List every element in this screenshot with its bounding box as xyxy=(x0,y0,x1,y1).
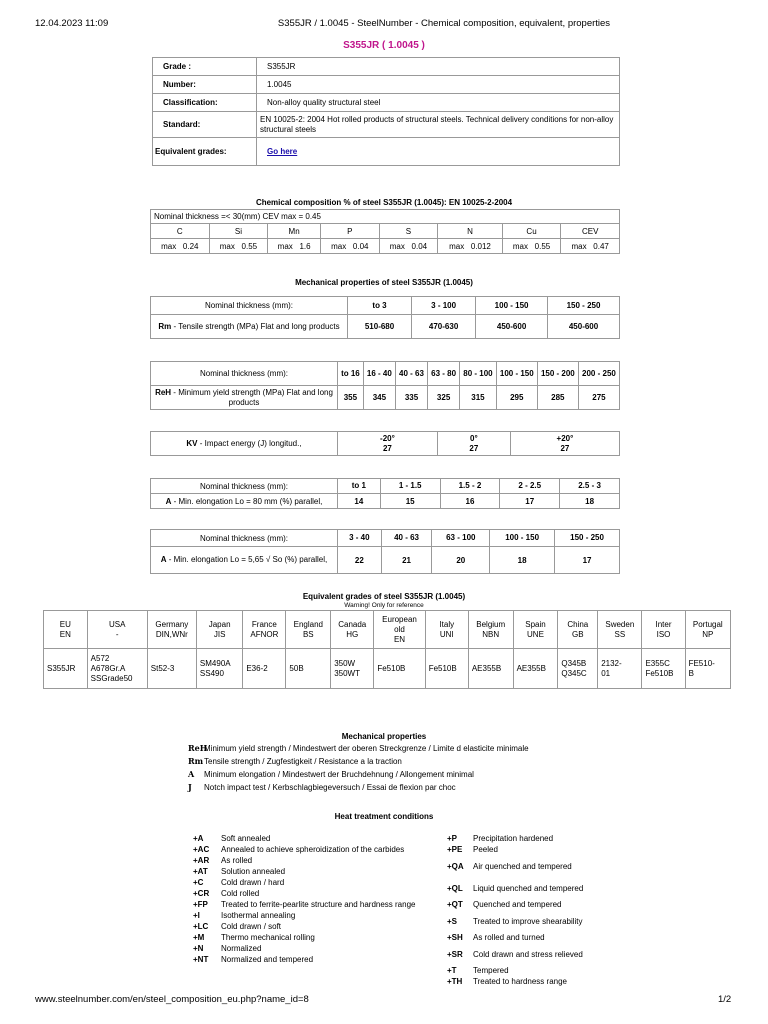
property-value: 295 xyxy=(496,386,537,410)
rm-table xyxy=(150,296,620,339)
country-header: Belgium NBN xyxy=(468,611,513,649)
heat-title: Heat treatment conditions xyxy=(334,812,434,821)
thickness-col: 2 - 2.5 xyxy=(500,479,560,494)
property-value: 450-600 xyxy=(548,315,620,339)
grade-value: SM490A SS490 xyxy=(196,649,242,689)
grade-value: Q345B Q345C xyxy=(558,649,598,689)
grade-value: A572 A678Gr.A SSGrade50 xyxy=(87,649,147,689)
property-value: 335 xyxy=(395,386,427,410)
chemical-table xyxy=(150,209,620,254)
equiv-warning: Warning! Only for reference xyxy=(344,602,424,609)
heat-item: +C Cold drawn / hard xyxy=(193,878,285,887)
property-value: 22 xyxy=(338,547,382,574)
a1-label: A - Min. elongation Lo = 80 mm (%) parallel, xyxy=(151,494,338,509)
country-header: Germany DIN,WNr xyxy=(147,611,196,649)
element-header: CEV xyxy=(561,224,620,239)
legend-item: A Minimum elongation / Mindestwert der Bruchdehnung / Allongement minimal xyxy=(188,769,474,779)
print-datetime: 12.04.2023 11:09 xyxy=(35,18,109,29)
country-header: France AFNOR xyxy=(243,611,286,649)
property-value: 17 xyxy=(555,547,620,574)
a1-table xyxy=(150,478,620,509)
reh-label: ReH - Minimum yield strength (MPa) Flat and long products xyxy=(151,386,338,410)
heat-item: +PE Peeled xyxy=(447,845,498,854)
equivalent-grades-link[interactable]: Go here xyxy=(267,147,298,156)
property-value: 14 xyxy=(338,494,381,509)
heat-item: +SR Cold drawn and stress relieved xyxy=(447,949,583,959)
country-header: Portugal NP xyxy=(685,611,730,649)
grade-value: St52-3 xyxy=(147,649,196,689)
print-url: www.steelnumber.com/en/steel_composition_eu.php?name_id=8 xyxy=(35,994,309,1005)
info-value: EN 10025-2: 2004 Hot rolled products of structural steels. Technical delivery conditions for non-alloy structural steels xyxy=(257,112,620,138)
thickness-head: Nominal thickness (mm): xyxy=(151,530,338,547)
element-value: max 1.6 xyxy=(268,239,321,254)
thickness-col: 150 - 250 xyxy=(555,530,620,547)
country-header: Japan JIS xyxy=(196,611,242,649)
property-value: 15 xyxy=(380,494,440,509)
property-value: 325 xyxy=(428,386,460,410)
country-header: Italy UNI xyxy=(425,611,468,649)
heat-right-list xyxy=(447,833,597,987)
element-header: Cu xyxy=(502,224,561,239)
legend-item: J Notch impact test / Kerbschlagbiegeversuch / Essai de flexion par choc xyxy=(188,782,456,792)
grade-value: E36-2 xyxy=(243,649,286,689)
property-value: 450-600 xyxy=(476,315,548,339)
thickness-col: 3 - 100 xyxy=(412,297,476,315)
thickness-col: 2.5 - 3 xyxy=(560,479,620,494)
legend-item: RmTensile strength / Zugfestigkeit / Resistance a la traction xyxy=(188,756,402,766)
heat-item: +N Normalized xyxy=(193,944,262,953)
heat-item: +AT Solution annealed xyxy=(193,867,286,876)
legend-list xyxy=(188,742,529,794)
property-value: 355 xyxy=(338,386,364,410)
chemical-title: Chemical composition % of steel S355JR (1.0045): EN 10025-2-2004 xyxy=(255,198,513,207)
grade-value: AE355B xyxy=(513,649,558,689)
rm-symbol: Rm xyxy=(188,756,204,766)
element-value: max 0.04 xyxy=(320,239,379,254)
info-label: Equivalent grades: xyxy=(153,138,257,166)
property-value: 510-680 xyxy=(348,315,412,339)
info-value: 1.0045 xyxy=(257,76,620,94)
thickness-col: 40 - 63 xyxy=(381,530,432,547)
j-symbol: J xyxy=(188,782,192,792)
heat-item: +LC Cold drawn / soft xyxy=(193,922,282,931)
country-header: EU EN xyxy=(44,611,88,649)
thickness-col: 1.5 - 2 xyxy=(440,479,500,494)
reh-table xyxy=(150,361,620,410)
info-value: Non-alloy quality structural steel xyxy=(257,94,620,112)
country-header: Spain UNE xyxy=(513,611,558,649)
property-value: 18 xyxy=(490,547,555,574)
kv-label: KV - Impact energy (J) longitud., xyxy=(151,432,338,456)
thickness-col: 150 - 250 xyxy=(548,297,620,315)
grade-value: 350W 350WT xyxy=(331,649,374,689)
heat-item: +M Thermo mechanical rolling xyxy=(193,933,315,942)
heat-item: +A Soft annealed xyxy=(193,834,271,843)
heat-item: +SH As rolled and turned xyxy=(447,933,545,942)
country-header: European old EN xyxy=(374,611,425,649)
page-title: S355JR ( 1.0045 ) xyxy=(343,40,425,51)
property-value: 18 xyxy=(560,494,620,509)
impact-value: -20° 27 xyxy=(338,432,438,456)
element-value: max 0.04 xyxy=(379,239,438,254)
thickness-col: 80 - 100 xyxy=(460,362,497,386)
heat-item: +NT Normalized and tempered xyxy=(193,955,314,964)
thickness-col: to 1 xyxy=(338,479,381,494)
element-header: N xyxy=(438,224,503,239)
grade-value: E355C Fe510B xyxy=(642,649,685,689)
mech-title: Mechanical properties of steel S355JR (1.0045) xyxy=(295,278,473,287)
property-value: 470-630 xyxy=(412,315,476,339)
thickness-col: 150 - 200 xyxy=(537,362,578,386)
grade-value: S355JR xyxy=(44,649,88,689)
element-header: P xyxy=(320,224,379,239)
grade-value: 2132- 01 xyxy=(598,649,642,689)
heat-item: +S Treated to improve shearability xyxy=(447,916,583,926)
thickness-col: 40 - 63 xyxy=(395,362,427,386)
thickness-col: 1 - 1.5 xyxy=(380,479,440,494)
thickness-col: 100 - 150 xyxy=(490,530,555,547)
property-value: 16 xyxy=(440,494,500,509)
property-value: 285 xyxy=(537,386,578,410)
element-header: Mn xyxy=(268,224,321,239)
property-value: 17 xyxy=(500,494,560,509)
element-header: C xyxy=(151,224,210,239)
thickness-col: 100 - 150 xyxy=(496,362,537,386)
heat-item: +QL Liquid quenched and tempered xyxy=(447,883,584,893)
thickness-col: 16 - 40 xyxy=(363,362,395,386)
thickness-col: 63 - 80 xyxy=(428,362,460,386)
element-value: max 0.24 xyxy=(151,239,210,254)
thickness-head: Nominal thickness (mm): xyxy=(151,479,338,494)
print-doc-title: S355JR / 1.0045 - SteelNumber - Chemical composition, equivalent, properties xyxy=(277,18,611,29)
a2-label: A - Min. elongation Lo = 5,65 √ So (%) parallel, xyxy=(151,547,338,574)
thickness-col: 63 - 100 xyxy=(432,530,490,547)
a2-table xyxy=(150,529,620,574)
element-value: max 0.47 xyxy=(561,239,620,254)
thickness-col: 200 - 250 xyxy=(578,362,619,386)
chemical-note: Nominal thickness =< 30(mm) CEV max = 0.45 xyxy=(151,210,620,224)
country-header: USA - xyxy=(87,611,147,649)
country-header: Canada HG xyxy=(331,611,374,649)
info-label: Standard: xyxy=(153,112,257,138)
element-header: S xyxy=(379,224,438,239)
country-header: Inter ISO xyxy=(642,611,685,649)
heat-item: +AC Annealed to achieve spheroidization of the carbides xyxy=(193,845,405,854)
grade-value: Fe510B xyxy=(425,649,468,689)
heat-item: +T Tempered xyxy=(447,966,509,975)
reh-symbol: ReH xyxy=(188,743,208,753)
print-page: 1/2 xyxy=(718,994,732,1005)
heat-item: +CR Cold rolled xyxy=(193,889,260,898)
equiv-table xyxy=(43,610,731,689)
info-table xyxy=(152,57,620,166)
thickness-head: Nominal thickness (mm): xyxy=(151,362,338,386)
heat-item: +QT Quenched and tempered xyxy=(447,900,562,909)
heat-left-list xyxy=(193,833,415,965)
kv-table xyxy=(150,431,620,456)
grade-value: Fe510B xyxy=(374,649,425,689)
thickness-col: 100 - 150 xyxy=(476,297,548,315)
country-header: England BS xyxy=(286,611,331,649)
thickness-col: to 3 xyxy=(348,297,412,315)
grade-value: 50B xyxy=(286,649,331,689)
element-value: max 0.55 xyxy=(502,239,561,254)
info-value: S355JR xyxy=(257,58,620,76)
country-header: Sweden SS xyxy=(598,611,642,649)
heat-item: +TH Treated to hardness range xyxy=(447,977,567,986)
property-value: 20 xyxy=(432,547,490,574)
legend-title: Mechanical properties xyxy=(341,732,427,741)
grade-value: FE510- B xyxy=(685,649,730,689)
heat-item: +QA Air quenched and tempered xyxy=(447,861,572,871)
property-value: 275 xyxy=(578,386,619,410)
rm-label: Rm - Tensile strength (MPa) Flat and long products xyxy=(151,315,348,339)
info-label: Grade : xyxy=(153,58,257,76)
property-value: 21 xyxy=(381,547,432,574)
property-value: 345 xyxy=(363,386,395,410)
heat-item: +AR As rolled xyxy=(193,856,253,865)
a-symbol: A xyxy=(188,769,195,779)
heat-item: +I Isothermal annealing xyxy=(193,911,296,920)
grade-value: AE355B xyxy=(468,649,513,689)
element-value: max 0.012 xyxy=(438,239,503,254)
impact-value: 0° 27 xyxy=(437,432,510,456)
heat-item: +P Precipitation hardened xyxy=(447,834,554,843)
thickness-head: Nominal thickness (mm): xyxy=(151,297,348,315)
equiv-title: Equivalent grades of steel S355JR (1.0045) xyxy=(302,592,466,601)
legend-item: ReHMinimum yield strength / Mindestwert der oberen Streckgrenze / Limite d elasticite minimale xyxy=(188,743,529,753)
country-header: China GB xyxy=(558,611,598,649)
impact-value: +20° 27 xyxy=(510,432,619,456)
info-label: Classification: xyxy=(153,94,257,112)
thickness-col: to 16 xyxy=(338,362,364,386)
element-value: max 0.55 xyxy=(209,239,268,254)
heat-item: +FP Treated to ferrite-pearlite structure and hardness range xyxy=(193,900,416,909)
thickness-col: 3 - 40 xyxy=(338,530,382,547)
property-value: 315 xyxy=(460,386,497,410)
info-label: Number: xyxy=(153,76,257,94)
element-header: Si xyxy=(209,224,268,239)
